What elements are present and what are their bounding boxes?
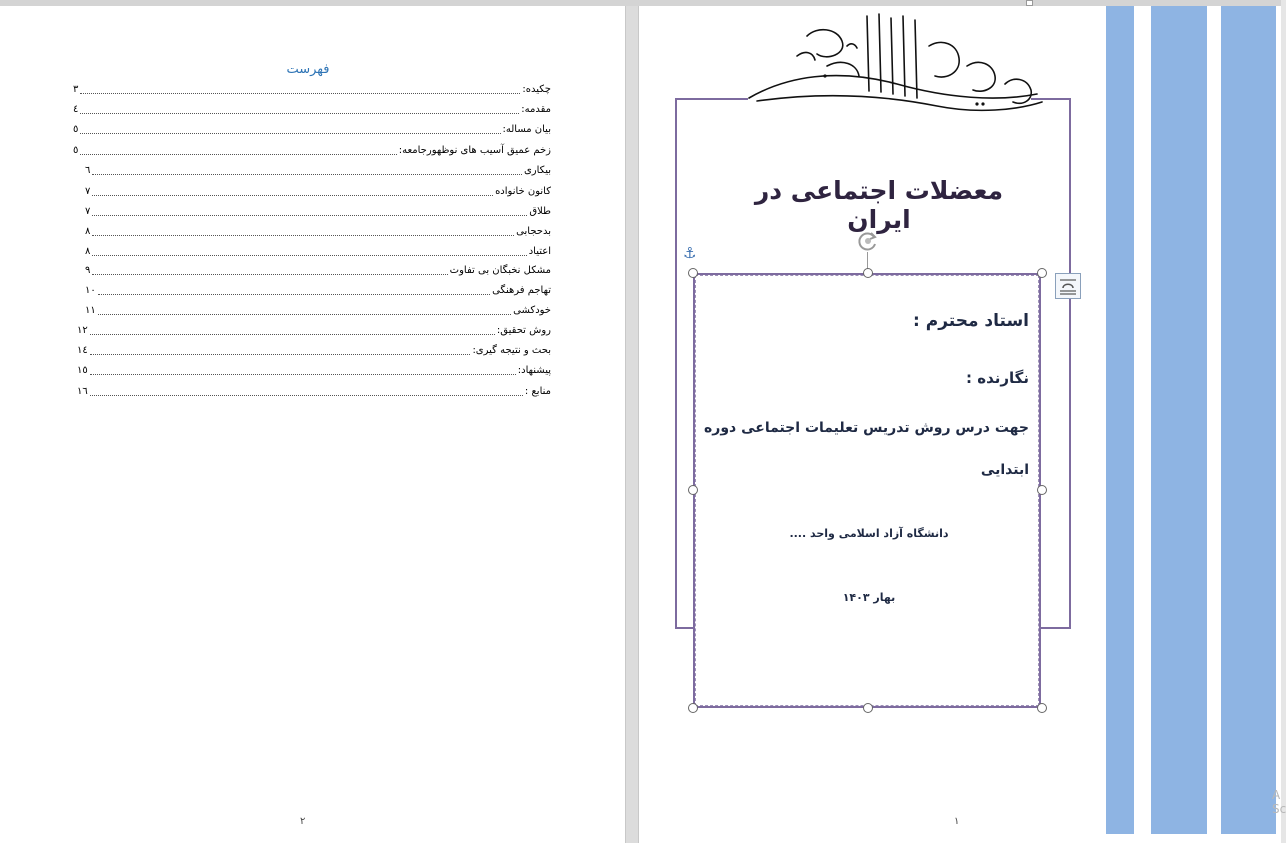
page-number: ۲ — [300, 816, 306, 827]
toc-entry[interactable] — [85, 262, 551, 278]
toc-leader-dots — [80, 133, 500, 134]
toc-leader-dots — [92, 274, 447, 275]
toc-entry[interactable] — [73, 121, 551, 137]
resize-handle[interactable] — [1037, 703, 1047, 713]
toc-entry[interactable] — [77, 362, 551, 378]
toc-leader-dots — [92, 235, 514, 236]
toc-entry[interactable] — [85, 282, 551, 298]
page-1[interactable] — [639, 6, 1286, 843]
anchor-icon[interactable]: ⚓ — [683, 244, 697, 262]
toc-entry-label: تهاجم فرهنگی — [492, 285, 551, 296]
toc-entry-label: منابع : — [524, 386, 551, 397]
professor-label: استاد محترم : — [913, 311, 1029, 331]
toc-entry-label: بحث و نتیجه گیری: — [472, 345, 551, 356]
toc-entry-label: روش تحقیق: — [496, 325, 551, 336]
toc-entry-page: ۳ — [73, 84, 79, 95]
calligraphy-basmala-icon — [747, 6, 1047, 121]
toc-entry[interactable] — [85, 223, 551, 239]
layout-options-icon[interactable] — [1055, 273, 1081, 299]
toc-entry[interactable] — [85, 162, 551, 178]
page-2[interactable] — [0, 6, 625, 843]
toc-leader-dots — [98, 294, 490, 295]
rotate-handle-icon[interactable] — [856, 229, 880, 253]
toc-entry[interactable] — [85, 183, 551, 199]
toc-entry-page: ٨ — [85, 246, 91, 257]
course-line-2: ابتدایی — [980, 462, 1029, 478]
toc-entry[interactable] — [77, 342, 551, 358]
toc-entry-label: بیکاری — [523, 165, 551, 176]
frame-top-left — [675, 98, 748, 100]
toc-entry-label: طلاق — [529, 206, 551, 217]
frame-bottom-left — [675, 627, 693, 629]
toc-leader-dots — [98, 314, 511, 315]
decorative-stripe — [1221, 6, 1276, 834]
toc-entry-page: ٥ — [73, 145, 79, 156]
author-label: نگارنده : — [966, 369, 1029, 387]
toc-entry-label: مشکل نخبگان بی تفاوت — [449, 265, 551, 276]
toc-leader-dots — [90, 354, 471, 355]
toc-entry[interactable] — [73, 101, 551, 117]
resize-handle[interactable] — [1037, 268, 1047, 278]
resize-handle[interactable] — [688, 703, 698, 713]
toc-leader-dots — [80, 154, 396, 155]
toc-leader-dots — [92, 195, 493, 196]
toc-entry-label: اعتیاد — [528, 246, 551, 257]
toc-entry-page: ٦ — [85, 165, 91, 176]
toc-entry-page: ١١ — [85, 305, 96, 316]
toc-entry-label: بدحجابی — [516, 226, 551, 237]
cover-textbox[interactable] — [693, 273, 1041, 708]
toc-entry-label: بیان مساله: — [502, 124, 551, 135]
resize-handle[interactable] — [863, 703, 873, 713]
toc-entry-page: ٨ — [85, 226, 91, 237]
toc-leader-dots — [92, 255, 526, 256]
toc-leader-dots — [90, 334, 495, 335]
toc-entry-page: ١٤ — [77, 345, 88, 356]
frame-right — [1069, 98, 1071, 629]
edge-text-line2: Sc — [1272, 802, 1286, 816]
decorative-stripe — [1151, 6, 1207, 834]
toc-entry-label: زخم عمیق آسیب های نوظهورجامعه: — [398, 145, 551, 156]
date-text: بهار ۱۴۰۳ — [842, 591, 896, 604]
resize-handle[interactable] — [688, 485, 698, 495]
toc-entry-page: ٩ — [85, 265, 91, 276]
toc-leader-dots — [92, 174, 522, 175]
course-line-1: جهت درس روش تدریس تعلیمات اجتماعی دوره — [704, 420, 1029, 436]
edge-text — [1272, 788, 1286, 816]
toc-leader-dots — [90, 374, 516, 375]
toc-entry[interactable] — [85, 203, 551, 219]
toc-entry[interactable] — [77, 383, 551, 399]
resize-handle[interactable] — [863, 268, 873, 278]
toc-leader-dots — [80, 93, 520, 94]
resize-handle[interactable] — [688, 268, 698, 278]
decorative-stripe — [1106, 6, 1134, 834]
toc-entry-label: خودکشی — [513, 305, 551, 316]
frame-left — [675, 98, 677, 629]
toc-entry-page: ٥ — [73, 124, 79, 135]
page-number: ۱ — [954, 816, 960, 827]
toc-entry-page: ٧ — [85, 206, 91, 217]
page-gutter — [625, 6, 639, 843]
toc-leader-dots — [92, 215, 527, 216]
toc-entry[interactable] — [73, 142, 551, 158]
toc-entry-page: ٧ — [85, 186, 91, 197]
toc-entry-label: کانون خانواده — [495, 186, 551, 197]
toc-leader-dots — [90, 395, 523, 396]
university-name: دانشگاه آزاد اسلامی واحد .... — [789, 527, 949, 540]
resize-handle[interactable] — [1037, 485, 1047, 495]
toc-entry-page: ٤ — [73, 104, 79, 115]
textbox-border — [695, 275, 1039, 706]
toc-entry-page: ١٠ — [85, 285, 96, 296]
toc-leader-dots — [80, 113, 519, 114]
toc-entry[interactable] — [77, 322, 551, 338]
toc-entry-page: ١٥ — [77, 365, 88, 376]
toc-entry-label: چکیده: — [522, 84, 551, 95]
toc-entry[interactable] — [85, 302, 551, 318]
toc-entry-label: پیشنهاد: — [517, 365, 551, 376]
edge-text-line1: A — [1272, 788, 1281, 802]
toc-entry-label: مقدمه: — [521, 104, 551, 115]
toc-entry[interactable] — [73, 81, 551, 97]
frame-bottom-right — [1041, 627, 1071, 629]
toc-title: فهرست — [286, 62, 330, 77]
toc-entry[interactable] — [85, 243, 551, 259]
toc-entry-page: ١٦ — [77, 386, 88, 397]
document-title: معضلات اجتماعی در ایران — [754, 176, 1004, 234]
toc-entry-page: ١٢ — [77, 325, 88, 336]
